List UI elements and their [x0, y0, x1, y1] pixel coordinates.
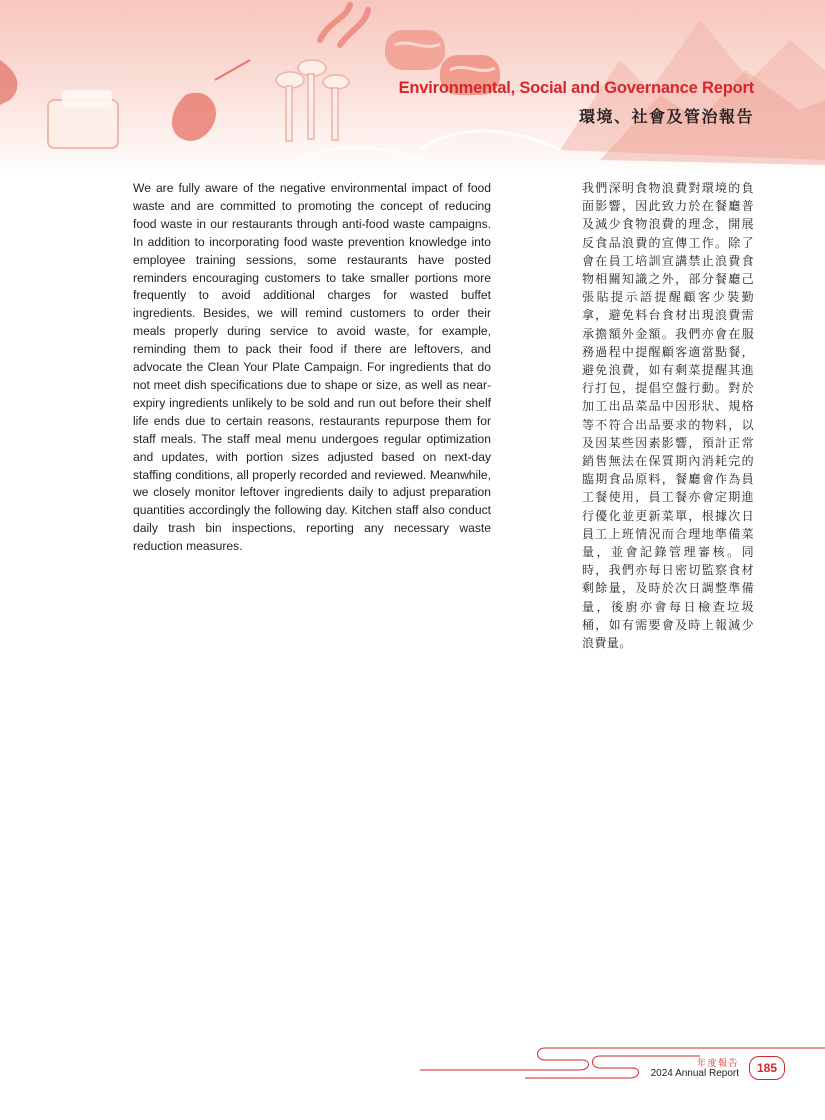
page-number: 185	[749, 1056, 785, 1080]
footer-annual-report-zh: 年度報告	[696, 1059, 739, 1069]
english-paragraph: We are fully aware of the negative environmental impact of food waste and are committed to promoting the concept of reducing food waste in our restaurants through anti-food waste campaigns. In addition to incorporating food waste prevention knowledge into employee training sessions, some restaurants have posted reminders encouraging customers to take smaller portions more frequently to avoid additional charges for wasted buffet ingredients. Besides, we will remind customers to order their meals properly during service to avoid waste, for example, reminding them to pack their food if there are leftovers, and advocate the Clean Your Plate Campaign. For ingredients that do not meet dish specifications due to shape or size, as well as near-expiry ingredients unlikely to be sold and run out before their shelf life ends due to certain reasons, restaurants repurpose them for staff meals. The staff meal menu undergoes regular optimization and updates, with portion sizes adjusted based on next-day staffing conditions, all properly recorded and reviewed. Meanwhile, we closely monitor leftover ingredients daily to adjust preparation quantities accordingly the following day. Kitchen staff also conduct daily trash bin inspections, reporting any necessary waste reduction measures.	[133, 181, 491, 554]
report-title-zh: 環境、社會及管治報告	[578, 107, 754, 126]
chinese-paragraph: 我們深明食物浪費對環境的負面影響，因此致力於在餐廳普及減少食物浪費的理念，開展反食品浪費的宣傳工作。除了會在員工培訓宣講禁止浪費食物相關知識之外，部分餐廳己張貼提示語提醒顧客少裝勤拿，避免料台食材出現浪費需承擔額外金額。我們亦會在服務過程中提醒顧客適當點餐，避免浪費，如有剩菜提醒其進行打包，提倡空盤行動。對於加工出品菜品中因形狀、規格等不符合出品要求的物料，以及因某些因素影響，預計正常銷售無法在保質期內消耗完的臨期食品原料，餐廳會作為員工餐使用，員工餐亦會定期進行優化並更新菜單，根據次日員工上班情況而合理地準備菜量，並會記錄管理審核。同時，我們亦每日密切監察食材剩餘量，及時於次日調整準備量，後廚亦會每日檢查垃圾桶，如有需要會及時上報減少浪費量。	[582, 181, 754, 651]
footer-annual-report-en: 2024 Annual Report	[650, 1068, 739, 1079]
report-title-en: Environmental, Social and Governance Report	[398, 79, 754, 97]
